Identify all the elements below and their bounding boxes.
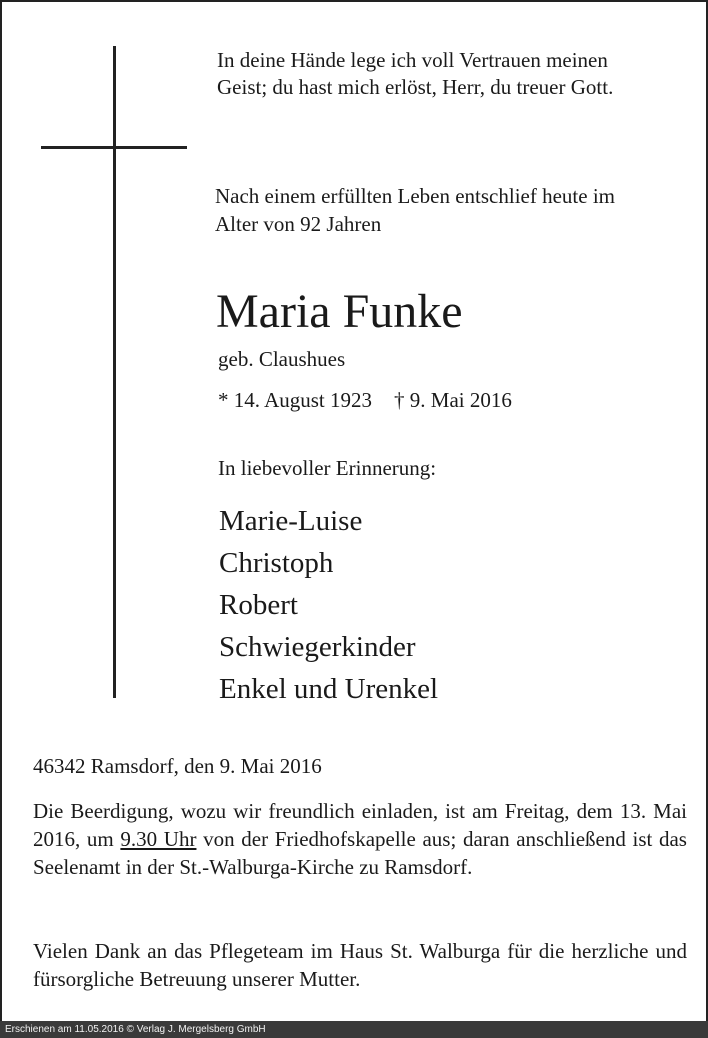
- cross-icon-vertical-beam: [113, 46, 116, 698]
- death-date: † 9. Mai 2016: [394, 388, 512, 412]
- place-date: 46342 Ramsdorf, den 9. Mai 2016: [33, 754, 322, 778]
- publication-footer: Erschienen am 11.05.2016 © Verlag J. Mergelsberg GmbH: [0, 1021, 708, 1038]
- mourner-item: Enkel und Urenkel: [219, 673, 439, 705]
- thanks-text: Vielen Dank an das Pflegeteam im Haus St. Walburga für die herzliche und fürsorgliche Betreuung unserer Mutter.: [33, 939, 687, 991]
- verse-line: Geist; du hast mich erlöst, Herr, du treuer Gott.: [217, 75, 614, 99]
- birth-date: * 14. August 1923: [218, 388, 373, 412]
- mourner-item: Robert: [219, 589, 298, 621]
- intro-text: [215, 182, 695, 238]
- maiden-name: geb. Claushues: [218, 347, 346, 371]
- verse-line: In deine Hände lege ich voll Vertrauen meinen: [217, 48, 608, 72]
- funeral-time: 9.30 Uhr: [120, 827, 197, 851]
- funeral-info: [33, 797, 687, 881]
- mourner-item: Schwiegerkinder: [219, 631, 416, 663]
- memory-heading: In liebevoller Erinnerung:: [218, 456, 437, 480]
- intro-line: Alter von 92 Jahren: [215, 212, 382, 236]
- cross-icon-horizontal-beam: [41, 146, 187, 149]
- funeral-text-part1: Die Beerdigung, wozu wir freundlich einladen, ist am Freitag, dem 13. Mai 2016, um: [33, 799, 687, 851]
- intro-line: Nach einem erfüllten Leben entschlief heute im: [215, 184, 615, 208]
- life-dates: [218, 386, 512, 414]
- mourner-item: Marie-Luise: [219, 505, 363, 537]
- deceased-name: Maria Funke: [216, 285, 463, 338]
- mourner-item: Christoph: [219, 547, 334, 579]
- bible-verse: [217, 47, 697, 101]
- funeral-text-part2: von der Friedhofskapelle aus; daran anschließend ist das Seelenamt in der St.-Walburga-Kirche zu Ramsdorf.: [33, 827, 687, 879]
- mourners-list: [219, 500, 438, 710]
